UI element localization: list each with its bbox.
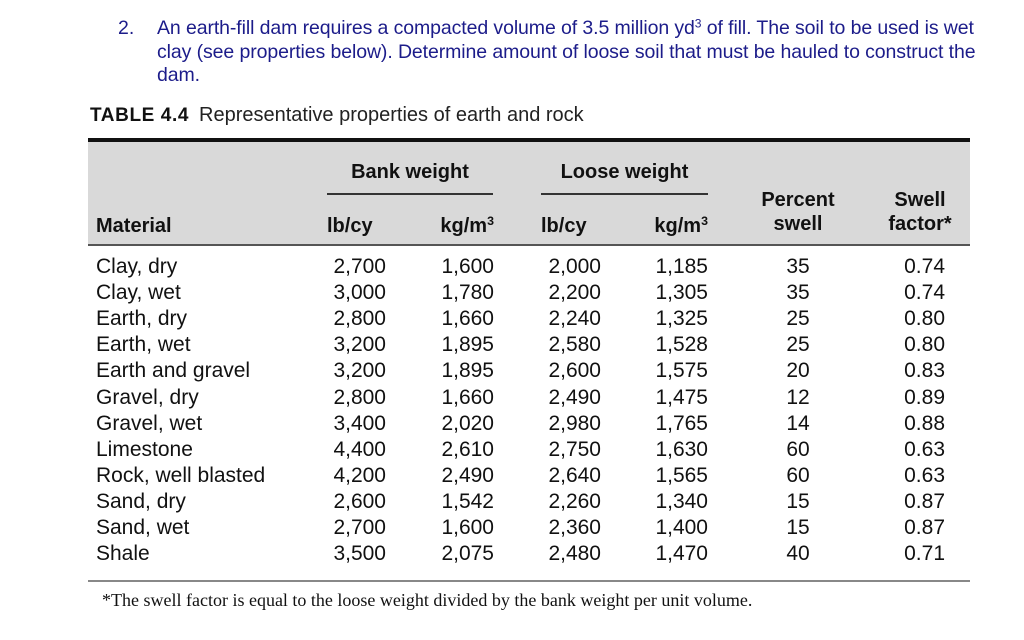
cell-loose-lbcy: 2,750	[548, 437, 601, 461]
cell-material: Earth and gravel	[96, 359, 251, 383]
cell-loose-kgm3: 1,470	[655, 542, 708, 566]
group-header-loose-weight: Loose weight	[560, 161, 689, 183]
cell-loose-lbcy: 2,600	[548, 359, 601, 383]
cell-bank-kgm3: 2,020	[441, 411, 494, 435]
cell-swell-factor: 0.63	[904, 437, 945, 461]
cell-percent-swell: 15	[786, 489, 810, 513]
col-header-loose-lbcy: lb/cy	[541, 215, 587, 237]
group-header-bank-weight: Bank weight	[351, 161, 469, 183]
cell-bank-lbcy: 3,400	[333, 411, 386, 435]
cell-loose-lbcy: 2,000	[548, 255, 601, 278]
col-header-loose-kgm3: $kg/m^3$	[654, 214, 708, 237]
cell-swell-factor: 0.74	[904, 281, 945, 305]
cell-percent-swell: 25	[786, 307, 810, 331]
cell-bank-kgm3: 2,490	[441, 463, 494, 487]
cell-percent-swell: 60	[786, 437, 810, 461]
group-underline-loose	[541, 193, 708, 195]
cell-material: Gravel, wet	[96, 411, 203, 435]
cell-material: Shale	[96, 542, 150, 566]
cell-bank-kgm3: 2,610	[441, 437, 494, 461]
cell-swell-factor: 0.87	[904, 489, 945, 513]
cell-loose-kgm3: 1,765	[655, 411, 708, 435]
cell-material: Clay, dry	[96, 255, 178, 278]
cell-material: Sand, dry	[96, 489, 186, 513]
cell-bank-kgm3: 1,660	[441, 385, 494, 409]
cell-loose-kgm3: 1,630	[655, 437, 708, 461]
header-bottom-rule	[88, 244, 970, 246]
col-header-bank-kgm3: $kg/m^3$	[440, 214, 494, 237]
cell-swell-factor: 0.87	[904, 516, 945, 539]
table-caption	[90, 104, 584, 127]
cell-loose-kgm3: 1,340	[655, 489, 708, 513]
cell-loose-lbcy: 2,980	[548, 411, 601, 435]
cell-material: Limestone	[96, 437, 193, 461]
cell-material: Earth, dry	[96, 307, 188, 331]
cell-bank-lbcy: 4,400	[333, 437, 386, 461]
cell-percent-swell: 14	[786, 411, 810, 435]
cell-loose-lbcy: 2,260	[548, 489, 601, 513]
cell-percent-swell: 40	[786, 542, 810, 566]
cell-bank-lbcy: 2,800	[333, 307, 386, 331]
cell-loose-kgm3: 1,305	[655, 281, 708, 305]
cell-swell-factor: 0.63	[904, 463, 945, 487]
cell-loose-kgm3: 1,475	[655, 385, 708, 409]
cell-material: Gravel, dry	[96, 385, 199, 409]
cell-swell-factor: 0.71	[904, 542, 945, 566]
cell-percent-swell: 12	[786, 385, 810, 409]
cell-material: Sand, wet	[96, 516, 190, 539]
cell-loose-kgm3: 1,575	[655, 359, 708, 383]
cell-loose-lbcy: 2,490	[548, 385, 601, 409]
cell-material: Clay, wet	[96, 281, 181, 305]
cell-bank-lbcy: 3,200	[333, 359, 386, 383]
problem-statement	[118, 17, 978, 88]
cell-percent-swell: 60	[786, 463, 810, 487]
cell-percent-swell: 20	[786, 359, 810, 383]
cell-percent-swell: 35	[786, 281, 810, 305]
cell-loose-kgm3: 1,325	[655, 307, 708, 331]
cell-bank-lbcy: 2,800	[333, 385, 386, 409]
cell-loose-kgm3: 1,185	[655, 255, 708, 278]
cell-loose-lbcy: 2,640	[548, 463, 601, 487]
cell-bank-kgm3: 1,895	[441, 333, 494, 357]
cell-swell-factor: 0.80	[904, 307, 945, 331]
table-caption-label: TABLE 4.4	[90, 105, 190, 126]
cell-swell-factor: 0.89	[904, 385, 945, 409]
cell-bank-kgm3: 1,600	[441, 255, 494, 278]
cell-loose-lbcy: 2,240	[548, 307, 601, 331]
problem-text: An earth-fill dam requires a compacted volume of 3.5 million $yd^3$ of fill. The soil to be used is wet clay (see properties below). Determine amount of loose soil that must be hauled to construct the dam.	[157, 16, 976, 86]
table-bottom-rule	[88, 580, 970, 582]
cell-swell-factor: 0.80	[904, 333, 945, 357]
cell-percent-swell: 35	[786, 255, 810, 278]
cell-bank-lbcy: 3,500	[333, 542, 386, 566]
cell-loose-kgm3: 1,565	[655, 463, 708, 487]
cell-bank-lbcy: 2,700	[333, 255, 386, 278]
cell-bank-kgm3: 1,895	[441, 359, 494, 383]
cell-bank-kgm3: 1,660	[441, 307, 494, 331]
cell-bank-kgm3: 1,600	[441, 516, 494, 539]
table-footnote: *The swell factor is equal to the loose weight divided by the bank weight per unit volume.	[102, 590, 753, 610]
cell-loose-lbcy: 2,580	[548, 333, 601, 357]
cell-percent-swell: 15	[786, 516, 810, 539]
cell-swell-factor: 0.74	[904, 255, 945, 278]
cell-percent-swell: 25	[786, 333, 810, 357]
cell-loose-lbcy: 2,480	[548, 542, 601, 566]
cell-bank-kgm3: 2,075	[441, 542, 494, 566]
col-header-percent-swell: Percent swell	[761, 189, 835, 235]
cell-material: Rock, well blasted	[96, 463, 266, 487]
problem-number: 2.	[118, 17, 135, 39]
col-header-bank-lbcy: lb/cy	[327, 215, 373, 237]
cell-bank-kgm3: 1,542	[441, 489, 494, 513]
cell-bank-lbcy: 3,200	[333, 333, 386, 357]
cell-loose-lbcy: 2,200	[548, 281, 601, 305]
cell-loose-kgm3: 1,400	[655, 516, 708, 539]
cell-material: Earth, wet	[96, 333, 191, 357]
cell-loose-kgm3: 1,528	[655, 333, 708, 357]
table-caption-title: Representative properties of earth and rock	[199, 104, 584, 126]
col-header-swell-factor: Swell factor*	[888, 189, 952, 235]
group-underline-bank	[327, 193, 493, 195]
cell-bank-lbcy: 4,200	[333, 463, 386, 487]
cell-bank-kgm3: 1,780	[441, 281, 494, 305]
cell-loose-lbcy: 2,360	[548, 516, 601, 539]
col-header-material: Material	[96, 215, 172, 237]
cell-bank-lbcy: 3,000	[333, 281, 386, 305]
cell-swell-factor: 0.83	[904, 359, 945, 383]
cell-bank-lbcy: 2,700	[333, 516, 386, 539]
cell-swell-factor: 0.88	[904, 411, 945, 435]
cell-bank-lbcy: 2,600	[333, 489, 386, 513]
